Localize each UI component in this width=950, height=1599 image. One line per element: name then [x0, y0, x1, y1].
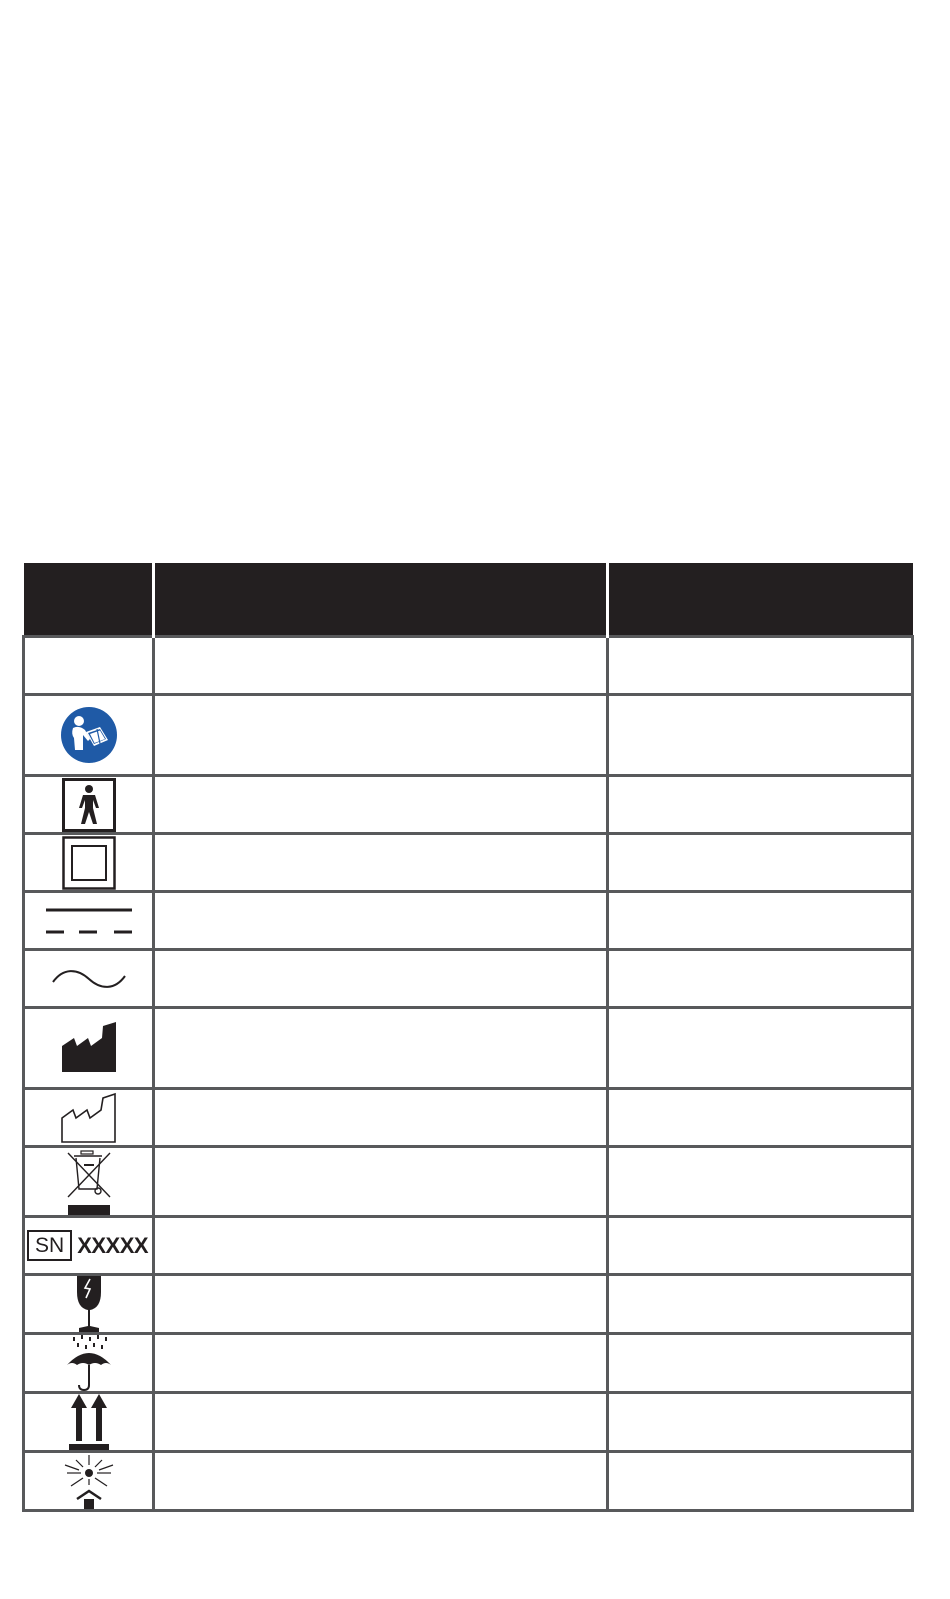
direct-current-icon	[44, 904, 134, 938]
description-cell	[154, 1147, 608, 1217]
description-cell	[154, 892, 608, 950]
symbol-cell	[24, 776, 154, 834]
notes-cell	[608, 1334, 913, 1393]
symbol-cell	[24, 892, 154, 950]
table-row	[24, 1089, 913, 1147]
notes-cell	[608, 1217, 913, 1275]
consult-instructions-icon	[60, 706, 118, 764]
notes-cell	[608, 1089, 913, 1147]
notes-cell	[608, 834, 913, 892]
notes-cell	[608, 950, 913, 1008]
table-row	[24, 637, 913, 695]
table-row	[24, 776, 913, 834]
fragile-icon	[71, 1276, 107, 1332]
alternating-current-icon	[51, 966, 127, 992]
table-row	[24, 695, 913, 776]
manufacturer-icon	[60, 1022, 118, 1074]
this-way-up-icon	[68, 1394, 110, 1450]
symbol-cell	[24, 695, 154, 776]
header-cell-symbol	[24, 563, 154, 637]
serial-number-prefix: SN	[27, 1230, 72, 1261]
header-cell-notes	[608, 563, 913, 637]
description-cell	[154, 950, 608, 1008]
symbol-cell	[24, 834, 154, 892]
symbol-cell	[24, 1008, 154, 1089]
table-row	[24, 950, 913, 1008]
header-cell-description	[154, 563, 608, 637]
serial-number-icon	[25, 1230, 152, 1261]
notes-cell	[608, 892, 913, 950]
symbol-cell	[24, 637, 154, 695]
table-row	[24, 1217, 913, 1275]
type-bf-applied-part-icon	[62, 778, 116, 832]
table-row	[24, 892, 913, 950]
weee-disposal-icon	[64, 1149, 114, 1215]
table-row	[24, 1008, 913, 1089]
table-row	[24, 1334, 913, 1393]
notes-cell	[608, 1008, 913, 1089]
symbol-cell	[24, 950, 154, 1008]
symbols-table	[22, 563, 914, 1512]
table-row	[24, 1275, 913, 1334]
table-header-row	[24, 563, 913, 637]
description-cell	[154, 1452, 608, 1511]
date-of-manufacture-icon	[60, 1092, 118, 1144]
table-row	[24, 1147, 913, 1217]
notes-cell	[608, 695, 913, 776]
description-cell	[154, 1089, 608, 1147]
notes-cell	[608, 1393, 913, 1452]
description-cell	[154, 637, 608, 695]
table-row	[24, 834, 913, 892]
description-cell	[154, 1275, 608, 1334]
notes-cell	[608, 1452, 913, 1511]
notes-cell	[608, 1147, 913, 1217]
description-cell	[154, 1217, 608, 1275]
description-cell	[154, 695, 608, 776]
class-ii-equipment-icon	[62, 836, 116, 890]
symbol-cell	[24, 1089, 154, 1147]
notes-cell	[608, 637, 913, 695]
table-row	[24, 1452, 913, 1511]
notes-cell	[608, 776, 913, 834]
description-cell	[154, 834, 608, 892]
table-row	[24, 1393, 913, 1452]
description-cell	[154, 776, 608, 834]
notes-cell	[608, 1275, 913, 1334]
symbol-cell	[24, 1393, 154, 1452]
symbol-cell	[24, 1452, 154, 1511]
serial-number-placeholder: XXXXX	[77, 1232, 149, 1258]
keep-away-from-sunlight-icon	[61, 1453, 117, 1509]
description-cell	[154, 1393, 608, 1452]
symbol-cell	[24, 1334, 154, 1393]
symbol-cell	[24, 1147, 154, 1217]
symbol-cell	[24, 1217, 154, 1275]
keep-dry-icon	[64, 1335, 114, 1391]
description-cell	[154, 1008, 608, 1089]
description-cell	[154, 1334, 608, 1393]
symbol-cell	[24, 1275, 154, 1334]
